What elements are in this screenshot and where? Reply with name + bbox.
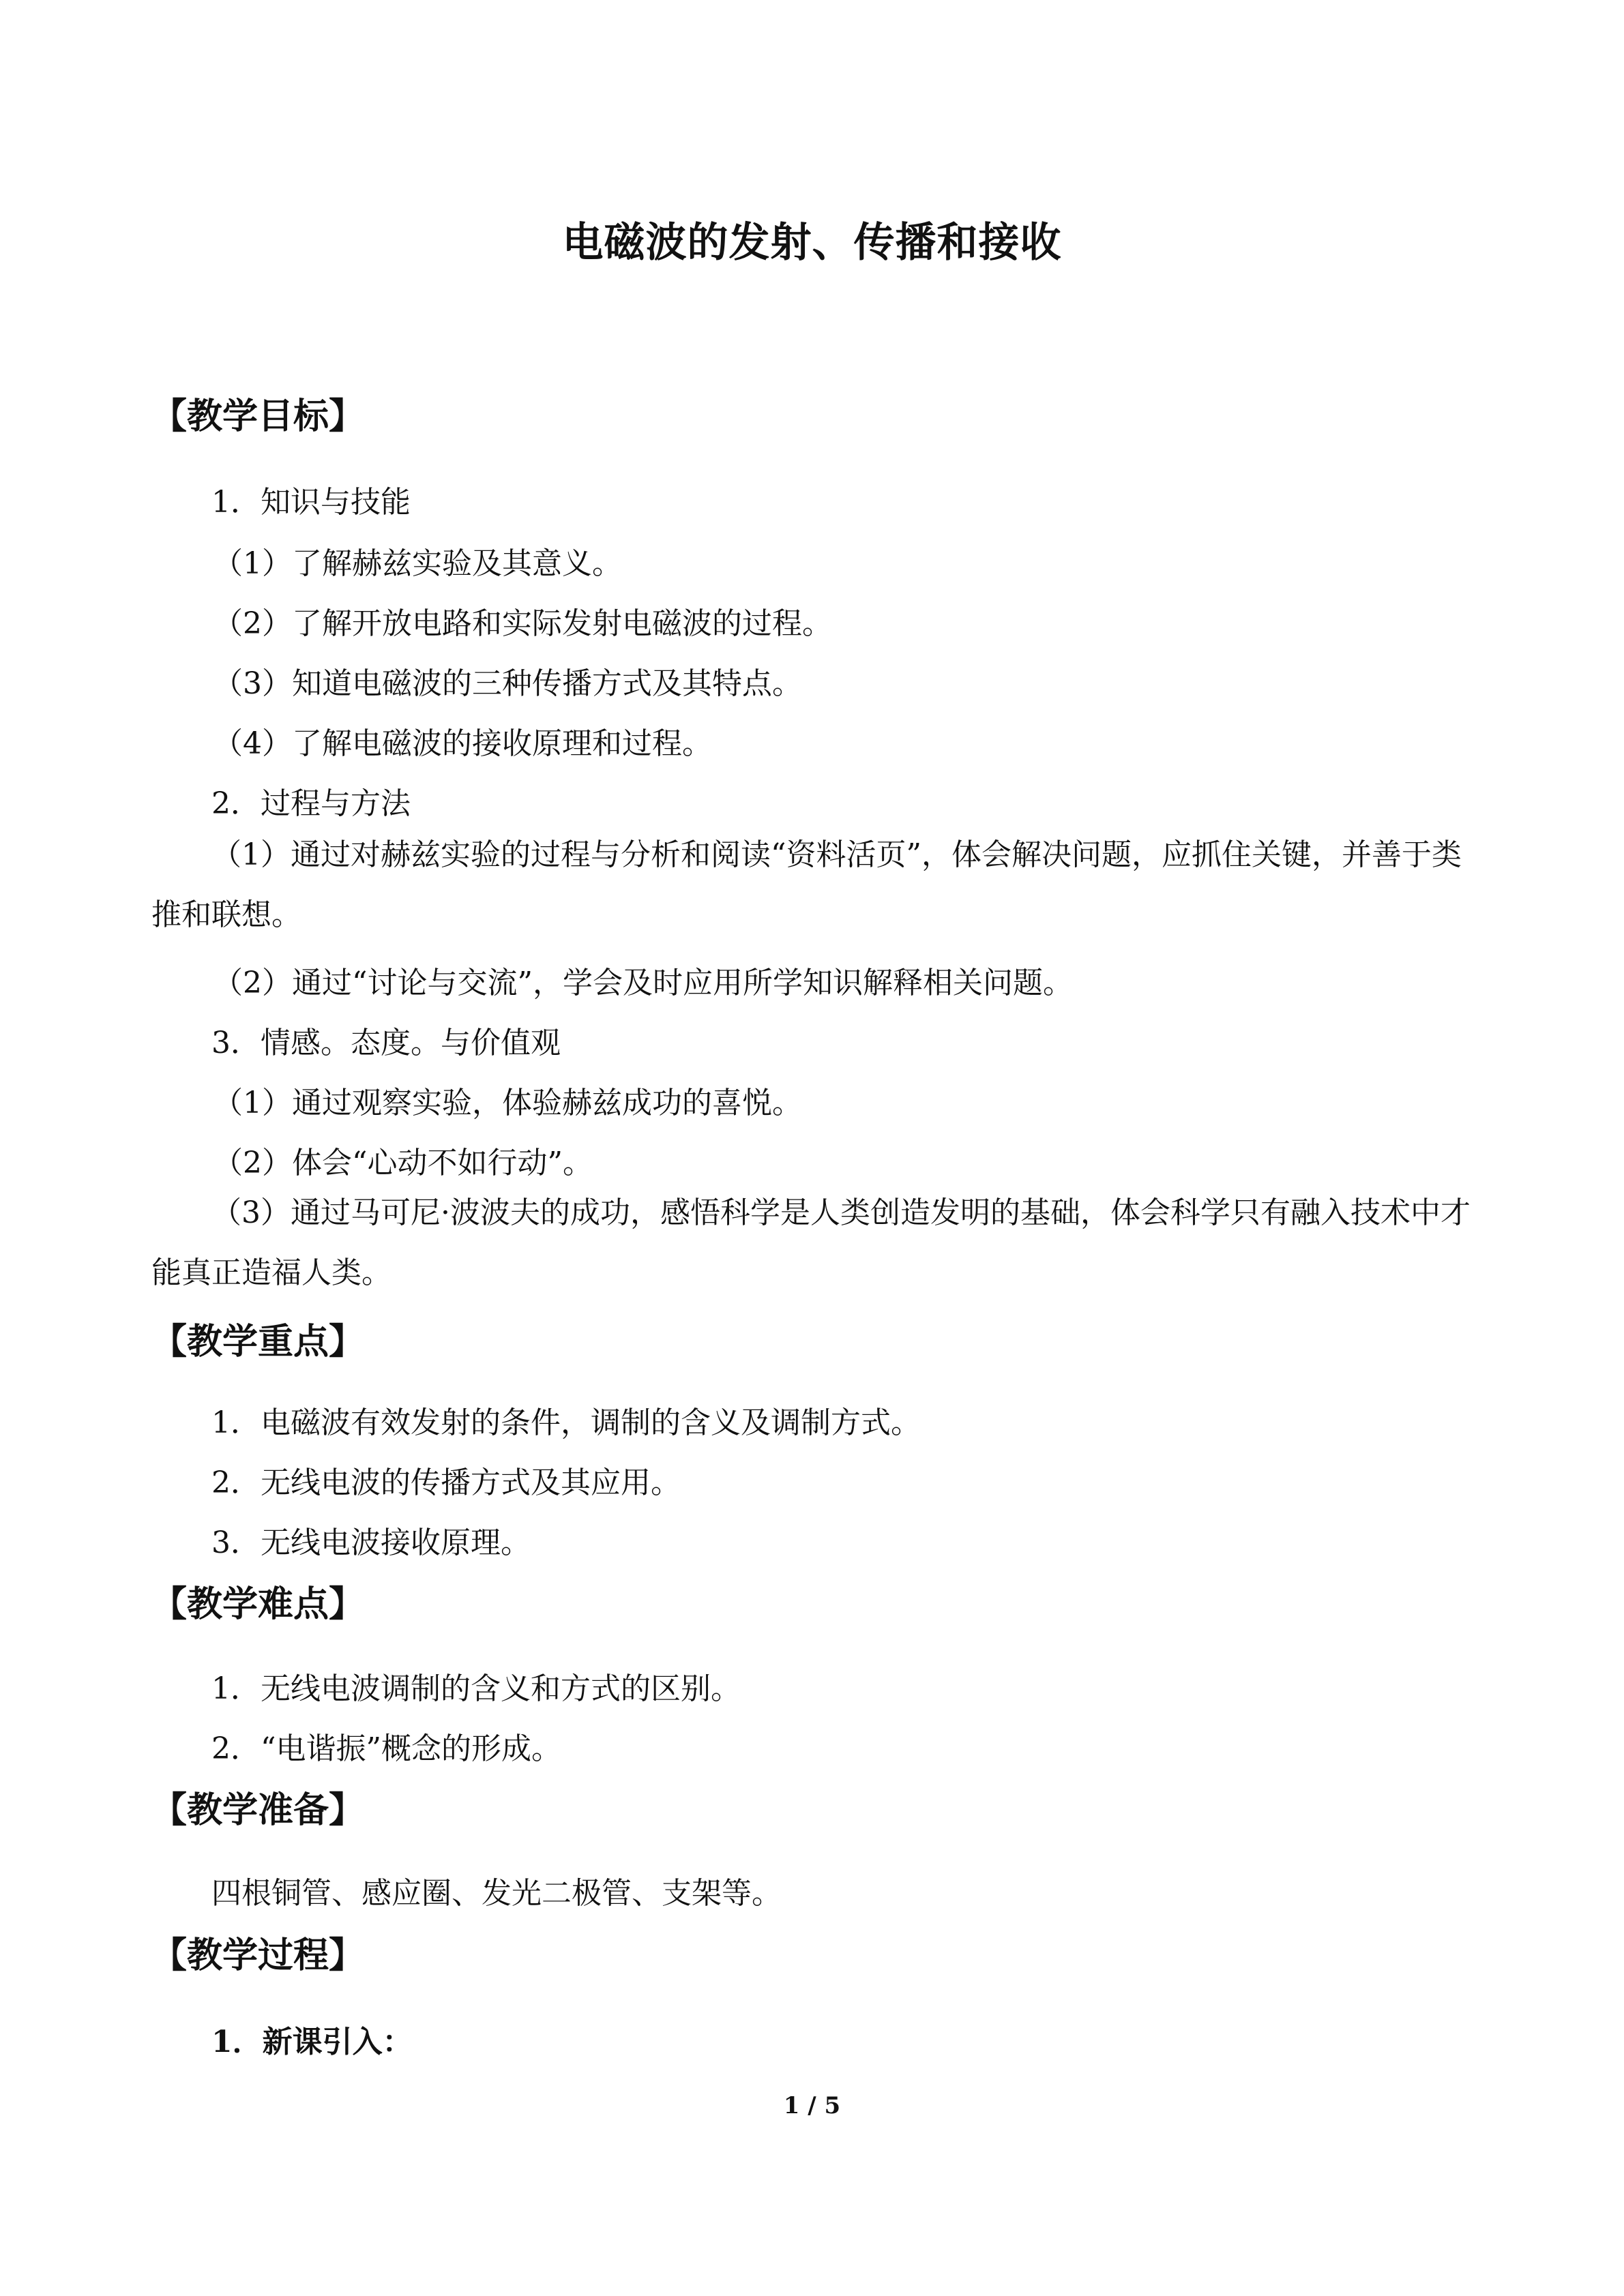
key-point-item: 3．无线电波接收原理。 bbox=[211, 1525, 531, 1560]
objective-paragraph: （1）通过对赫兹实验的过程与分析和阅读“资料活页”，体会解决问题，应抓住关键，并善于类推和联想。 bbox=[151, 837, 1462, 932]
objective-item: （2）体会“心动不如行动”。 bbox=[213, 1146, 593, 1180]
page-number: 1 / 5 bbox=[783, 2092, 841, 2119]
section-heading-difficulties: 【教学难点】 bbox=[151, 1583, 365, 1625]
objective-item: （3）知道电磁波的三种传播方式及其特点。 bbox=[213, 666, 802, 701]
key-point-item: 2．无线电波的传播方式及其应用。 bbox=[211, 1465, 681, 1500]
process-step: 1．新课引入： bbox=[211, 2025, 413, 2059]
objective-sub-knowledge: 1．知识与技能 bbox=[211, 485, 411, 520]
preparation-text: 四根铜管、感应圈、发光二极管、支架等。 bbox=[211, 1876, 782, 1911]
objective-item: （2）了解开放电路和实际发射电磁波的过程。 bbox=[213, 606, 832, 641]
objective-sub-process: 2．过程与方法 bbox=[211, 786, 411, 821]
difficulty-item: 1．无线电波调制的含义和方式的区别。 bbox=[211, 1671, 741, 1706]
section-heading-preparation: 【教学准备】 bbox=[151, 1789, 365, 1831]
objective-item: （1）通过观察实验，体验赫兹成功的喜悦。 bbox=[213, 1086, 802, 1120]
key-point-item: 1．电磁波有效发射的条件，调制的含义及调制方式。 bbox=[211, 1405, 921, 1440]
objective-paragraph: （3）通过马可尼·波波夫的成功，感悟科学是人类创造发明的基础，体会科学只有融入技术中才能真正造福人类。 bbox=[151, 1195, 1471, 1290]
page-title: 电磁波的发射、传播和接收 bbox=[562, 219, 1062, 267]
section-heading-objectives: 【教学目标】 bbox=[151, 396, 365, 437]
section-heading-process: 【教学过程】 bbox=[151, 1935, 365, 1976]
difficulty-item: 2．“电谐振”概念的形成。 bbox=[211, 1731, 561, 1766]
objective-item: （2）通过“讨论与交流”，学会及时应用所学知识解释相关问题。 bbox=[213, 966, 1073, 1000]
section-heading-key-points: 【教学重点】 bbox=[151, 1321, 365, 1362]
objective-item: （1）了解赫兹实验及其意义。 bbox=[213, 546, 622, 581]
objective-item: （4）了解电磁波的接收原理和过程。 bbox=[213, 726, 712, 761]
objective-sub-attitude: 3．情感。态度。与价值观 bbox=[211, 1026, 561, 1060]
